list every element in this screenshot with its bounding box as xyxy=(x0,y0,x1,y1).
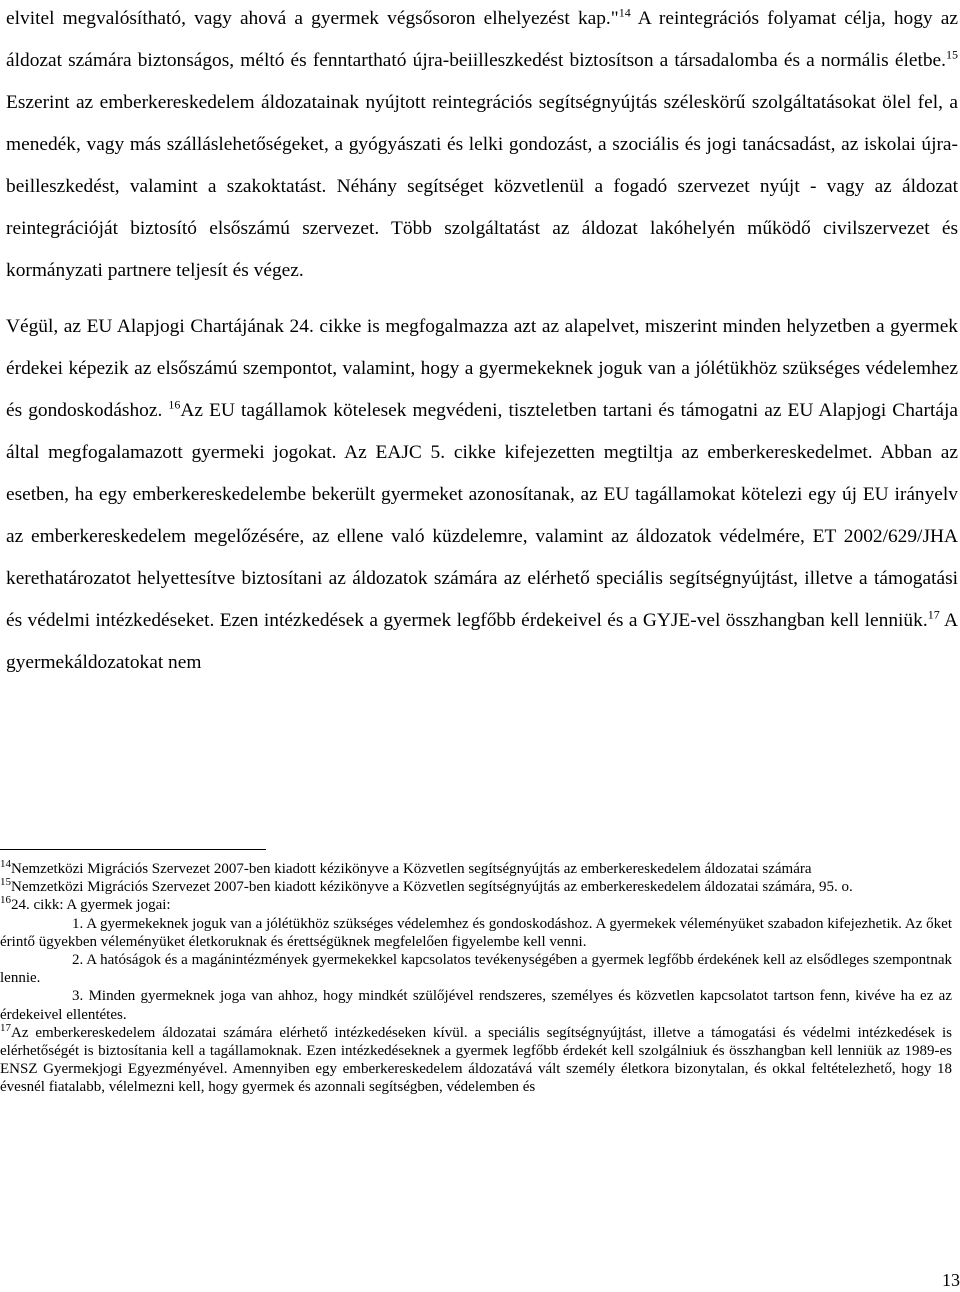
footnote-ref-16[interactable]: 16 xyxy=(168,397,181,412)
paragraph-text: elvitel megvalósítható, vagy ahová a gyermek végsősoron elhelyezést kap." xyxy=(6,8,619,29)
paragraph-text: Az EU tagállamok kötelesek megvédeni, tiszteletben tartani és támogatni az EU Alapjogi Chartája által megfogalamazott gyermeki jogokat. Az EAJC 5. cikke kifejezetten megtiltja az emberkereskedelmet. Abban az esetben, ha egy emberkereskedelembe bekerült gyermeket azonosítanak, az EU tagállamokat kötelezi egy új EU irányelv az emberkereskedelem megelőzésére, az ellene való küzdelemre, valamint az áldozatok védelmére, ET 2002/629/JHA kerethatározatot helyettesítve biztosítani az áldozatok számára az elérhető speciális segítségnyújtást, illetve a támogatási és védelmi intézkedéseket. Ezen intézkedések a gyermek legfőbb érdekeivel és a GYJE-vel összhangban kell lenniük. xyxy=(6,400,958,631)
paragraph-text: Végül, az EU Alapjogi Chartájának 24. cikke is megfogalmazza azt az alapelvet, miszerint minden helyzetben a gyermek érdekei képezik az elsőszámú szempontot, valamint, hogy a gyermekeknek joguk van a jólétükhöz szükséges védelemhez és gondoskodáshoz. xyxy=(6,316,958,421)
footnote-number: 15 xyxy=(0,876,11,889)
footnote-17 xyxy=(0,1021,952,1097)
footnote-text: Nemzetközi Migrációs Szervezet 2007-ben kiadott kézikönyve a Közvetlen segítségnyújtás az emberkereskedelem áldozatai számára, 95. o. xyxy=(11,879,853,896)
footnote-16 xyxy=(0,896,952,914)
footnote-ref-14[interactable]: 14 xyxy=(618,5,631,20)
footnote-text: Az emberkereskedelem áldozatai számára elérhető intézkedéseken kívül. a speciális segítségnyújtást, illetve a támogatási és védelmi intézkedések is elérhetőségét is biztosítania kell a tagállamoknak. Ezen intézkedéseknek a gyermek legfőbb érdekét kell szolgálniuk és összhangban kell lenniük az 1989-es ENSZ Gyermekjogi Egyezményével. Amennyiben egy emberkereskedelem áldozatává vált személy életkora bizonytalan, és okkal feltételezhető, hogy 18 évesnél fiatalabb, vélelmezni kell, hogy gyermek és azonnali segítségben, védelemben és xyxy=(0,1024,952,1096)
footnote-ref-15[interactable]: 15 xyxy=(946,47,958,62)
footnote-text: 24. cikk: A gyermek jogai: xyxy=(11,897,171,914)
footnote-ref-17[interactable]: 17 xyxy=(927,607,940,622)
footnote-separator xyxy=(0,849,266,850)
footnote-number: 14 xyxy=(0,858,11,870)
body-paragraph-1 xyxy=(6,0,958,292)
footnote-16-item-2: 2. A hatóságok és a magánintézmények gyermekekkel kapcsolatos tevékenységében a gyermek legfőbb érdekének kell az elsődleges szempontnak lennie. xyxy=(0,952,952,987)
body-paragraph-2 xyxy=(6,306,958,684)
footnote-number: 17 xyxy=(0,1021,11,1034)
paragraph-text: A reintegrációs folyamat célja, hogy az áldozat számára biztonságos, méltó és fenntartható újra-beiilleszkedést biztosítson a társadalomba és a normális életbe. xyxy=(6,8,959,71)
page-number: 13 xyxy=(942,1270,960,1290)
paragraph-text: A gyermekáldozatokat nem xyxy=(6,610,958,673)
footnote-15 xyxy=(0,878,952,896)
footnotes xyxy=(0,860,952,1097)
footnote-text: Nemzetközi Migrációs Szervezet 2007-ben kiadott kézikönyve a Közvetlen segítségnyújtás az emberkereskedelem áldozatai számára xyxy=(11,861,812,877)
footnote-14 xyxy=(0,860,952,878)
footnote-16-item-3: 3. Minden gyermeknek joga van ahhoz, hogy mindkét szülőjével rendszeres, személyes és közvetlen kapcsolatot tartson fenn, kivéve ha ez az érdekeivel ellentétes. xyxy=(0,988,952,1023)
paragraph-text: Eszerint az emberkereskedelem áldozatainak nyújtott reintegrációs segítségnyújtás széleskörű szolgáltatásokat ölel fel, a menedék, vagy más szálláslehetőségeket, a gyógyászati és lelki gondozást, a szociális és jogi tanácsadást, az iskolai újra-beilleszkedést, valamint a szakoktatást. Néhány segítséget közvetlenül a fogadó szervezet nyújt - vagy az áldozat reintegrációját biztosító elsőszámú szervezet. Több szolgáltatást az áldozat lakóhelyén működő civilszervezet és kormányzati partnere teljesít és végez. xyxy=(6,92,958,281)
footnote-16-item-1: 1. A gyermekeknek joguk van a jólétükhöz szükséges védelemhez és gondoskodáshoz. A gyermekek véleményüket szabadon kifejezhetik. Az őket érintő ügyekben véleményüket életkoruknak és érettségüknek megfelelően figyelembe kell venni. xyxy=(0,915,952,950)
footnote-number: 16 xyxy=(0,894,11,907)
document-page xyxy=(6,0,958,684)
